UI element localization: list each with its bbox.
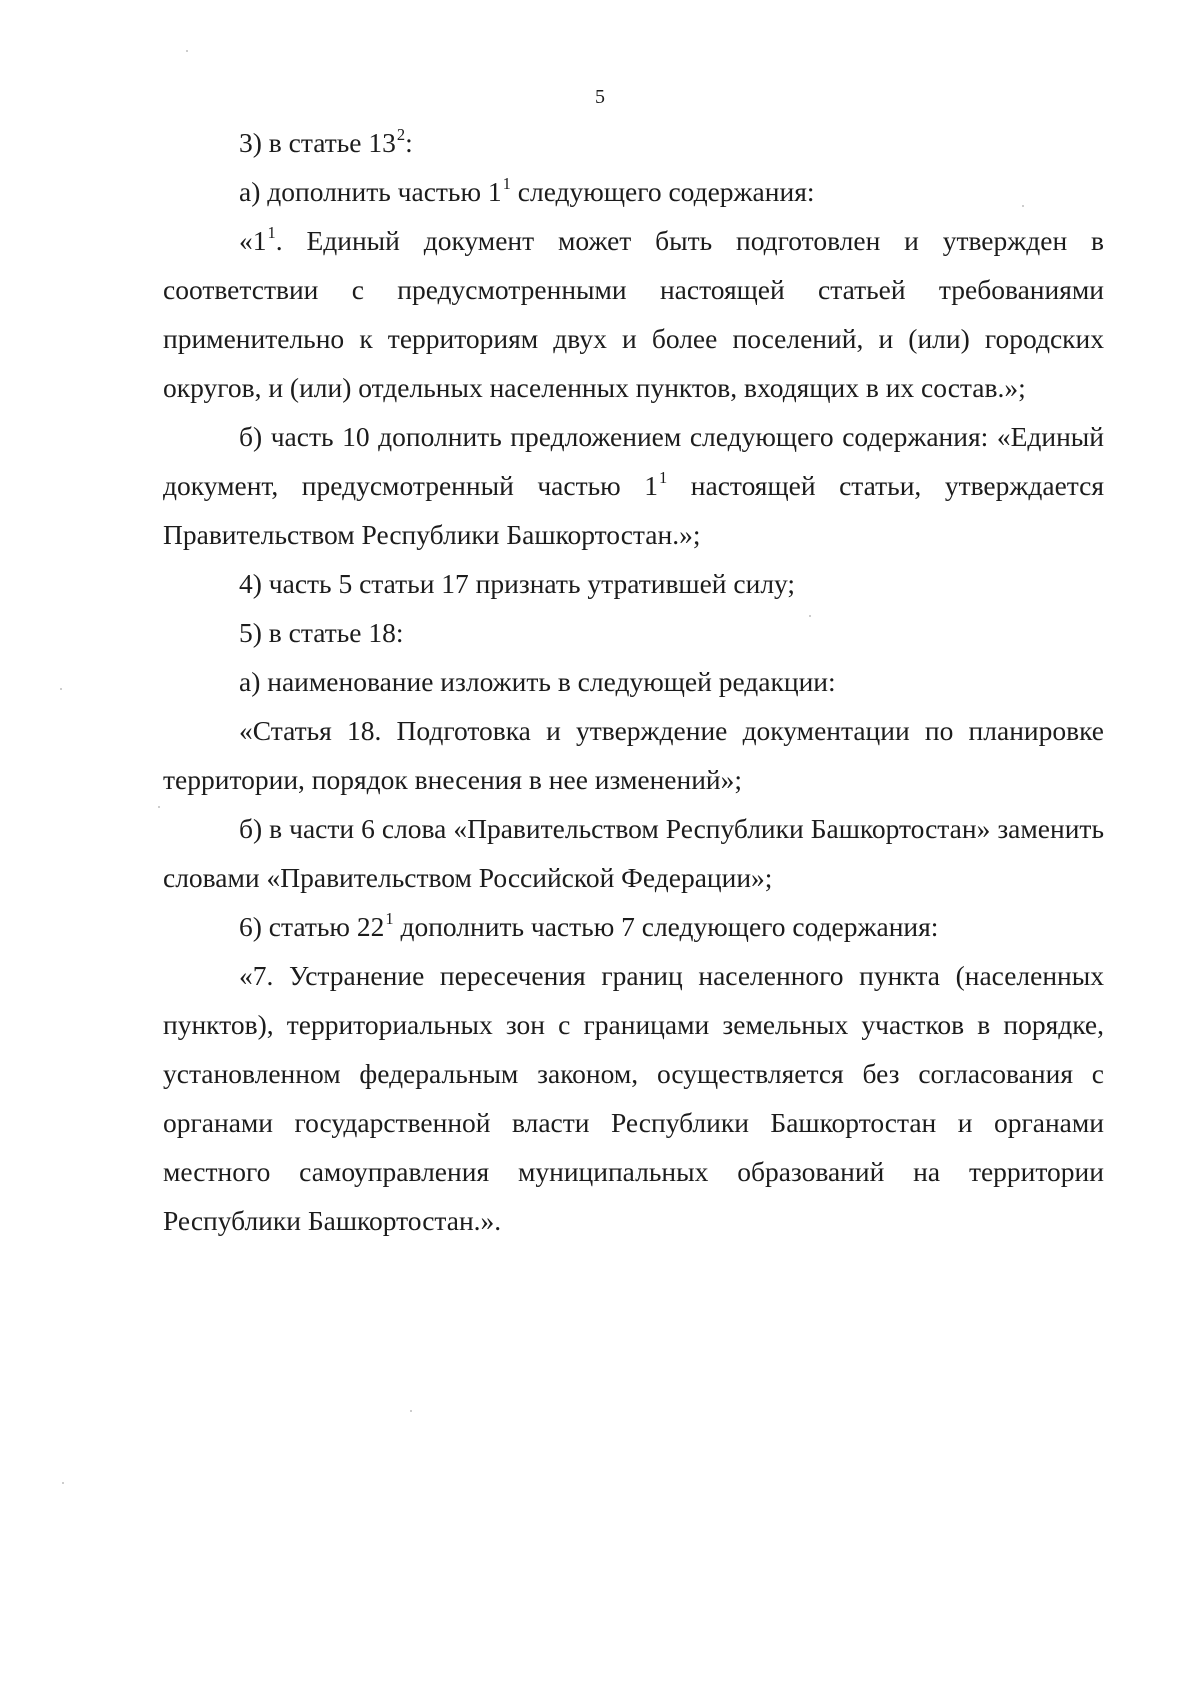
superscript: 1 (385, 908, 394, 928)
paragraph-item-5a (163, 657, 1104, 706)
paragraph-item-5 (163, 608, 1104, 657)
paragraph-text: б) часть 10 дополнить предложением следующего содержания: «Единый документ, предусмотренный частью 1 (163, 421, 1104, 501)
scan-speck (1022, 205, 1024, 207)
paragraph-item-3b (163, 412, 1104, 559)
superscript: 1 (267, 222, 276, 242)
scan-speck (410, 1410, 412, 1412)
paragraph-quote-part-7 (163, 951, 1104, 1245)
scan-speck (158, 806, 160, 808)
paragraph-text: 4) часть 5 статьи 17 признать утратившей силу; (239, 568, 796, 599)
paragraph-text: дополнить частью 7 следующего содержания: (393, 911, 939, 942)
paragraph-text: 6) статью 22 (239, 911, 385, 942)
paragraph-text: настоящей статьи, утверждается Правительством Республики Башкортостан.»; (163, 470, 1104, 550)
document-body (163, 118, 1104, 1245)
paragraph-text: . Единый документ может быть подготовлен и утвержден в соответствии с предусмотренными настоящей статьей требованиями применительно к территориям двух и более поселений, и (или) городских округов, и (или) отдельных населенных пунктов, входящих в их состав.»; (163, 225, 1104, 403)
paragraph-text: 3) в статье 13 (239, 127, 396, 158)
paragraph-item-3a (163, 167, 1104, 216)
paragraph-text: а) дополнить частью 1 (239, 176, 502, 207)
scan-speck (186, 50, 188, 52)
superscript: 1 (658, 467, 668, 487)
paragraph-text: «1 (239, 225, 267, 256)
page-number: 5 (595, 86, 605, 108)
superscript: 2 (396, 124, 406, 144)
paragraph-item-5b (163, 804, 1104, 902)
scan-speck (62, 1482, 64, 1484)
paragraph-text: б) в части 6 слова «Правительством Республики Башкортостан» заменить словами «Правительством Российской Федерации»; (163, 813, 1104, 893)
paragraph-text: «7. Устранение пересечения границ населенного пункта (населенных пунктов), территориальных зон с границами земельных участков в порядке, установленном федеральным законом, осуществляется без согласования с органами государственной власти Республики Башкортостан и органами местного самоуправления муниципальных образований на территории Республики Башкортостан.». (163, 960, 1104, 1236)
paragraph-text: 5) в статье 18: (239, 617, 404, 648)
paragraph-quote-1-1 (163, 216, 1104, 412)
scan-speck (60, 688, 62, 690)
scan-speck (809, 615, 811, 617)
paragraph-text: а) наименование изложить в следующей редакции: (239, 666, 836, 697)
paragraph-text: «Статья 18. Подготовка и утверждение документации по планировке территории, порядок внесения в нее изменений»; (163, 715, 1104, 795)
paragraph-text: следующего содержания: (510, 176, 815, 207)
superscript: 1 (502, 173, 511, 193)
paragraph-item-6 (163, 902, 1104, 951)
paragraph-text: : (405, 127, 413, 158)
paragraph-quote-article-18 (163, 706, 1104, 804)
paragraph-item-3 (163, 118, 1104, 167)
paragraph-item-4 (163, 559, 1104, 608)
